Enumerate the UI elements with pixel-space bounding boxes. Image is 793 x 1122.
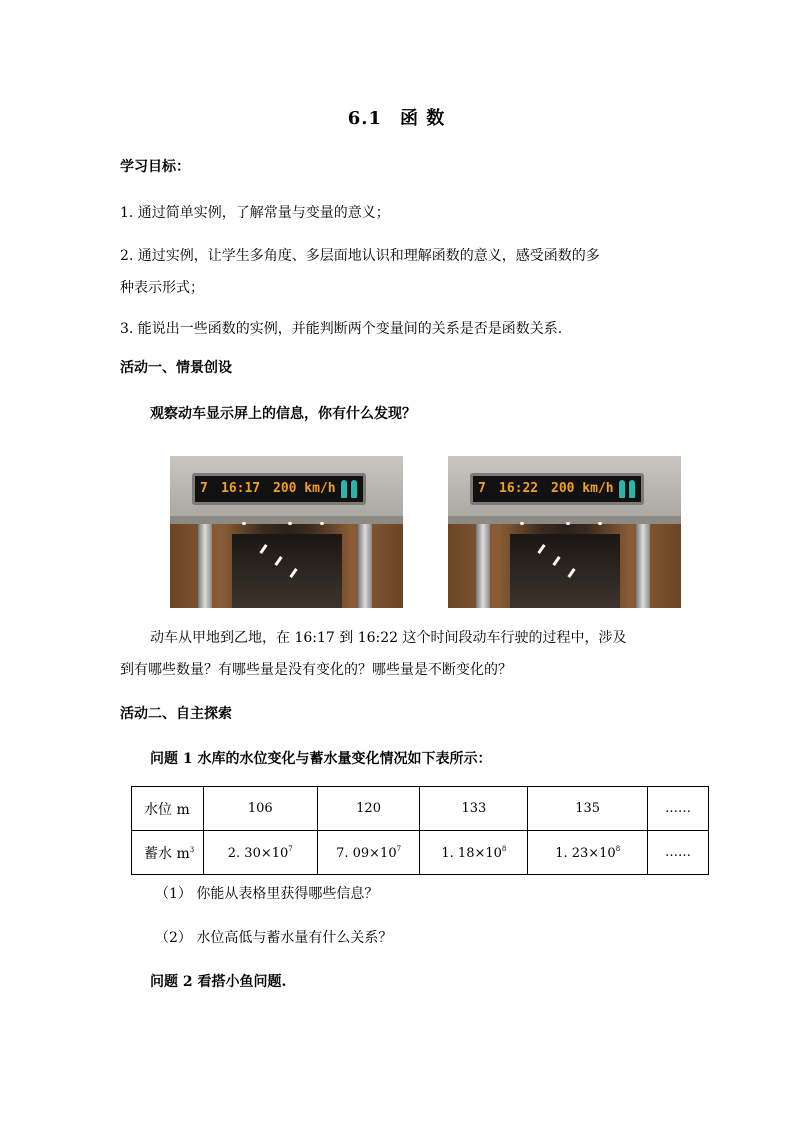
- objective-1: 1. 通过简单实例，了解常量与变量的意义；: [120, 205, 390, 221]
- title-text: 函 数: [400, 108, 446, 129]
- table-cell: 1. $23\times 10^8$: [528, 831, 648, 875]
- car-number: 7: [478, 481, 486, 496]
- sub-question-1: （1） 你能从表格里获得哪些信息？: [155, 886, 379, 902]
- table-cell: ……: [648, 831, 709, 875]
- table-header-water-level: 水位 m: [132, 787, 204, 831]
- restroom-icon: [341, 480, 347, 498]
- table-cell: 7. $09\times 10^7$: [317, 831, 420, 875]
- table-row: [132, 831, 709, 875]
- sub-question-2: （2） 水位高低与蓄水量有什么关系？: [155, 930, 393, 946]
- title-number: 6.1: [347, 108, 383, 129]
- train-display-photo-2: [448, 456, 681, 608]
- paragraph-line-2: 到有哪些数量？有哪些量是没有变化的？哪些量是不断变化的？: [120, 662, 512, 678]
- table-cell: 1. $18\times 10^8$: [420, 831, 528, 875]
- table-cell: 106: [203, 787, 317, 831]
- paragraph-line-1: 动车从甲地到乙地，在 16:17 到 16:22 这个时间段动车行驶的过程中，涉及: [150, 630, 627, 646]
- restroom-icon: [629, 480, 635, 498]
- table-cell: 120: [317, 787, 420, 831]
- problem-2: 问题 2 看搭小鱼问题.: [150, 974, 287, 990]
- table-cell: 135: [528, 787, 648, 831]
- objective-3: 3. 能说出一些函数的实例，并能判断两个变量间的关系是否是函数关系.: [120, 321, 563, 337]
- reservoir-table: [131, 786, 709, 875]
- table-cell: 2. $30\times 10^7$: [203, 831, 317, 875]
- objective-2-line-1: 2. 通过实例，让学生多角度、多层面地认识和理解函数的意义，感受函数的多: [120, 248, 600, 264]
- objective-2-line-2: 种表示形式；: [120, 280, 204, 296]
- display-speed: 200 km/h: [273, 481, 336, 496]
- table-cell: ……: [648, 787, 709, 831]
- display-speed: 200 km/h: [551, 481, 614, 496]
- activity-1-question: 观察动车显示屏上的信息，你有什么发现？: [150, 406, 416, 422]
- car-number: 7: [200, 481, 208, 496]
- activity-2-heading: 活动二、自主探索: [120, 706, 232, 722]
- display-time: 16:17: [221, 481, 261, 496]
- train-led-display: [192, 473, 366, 505]
- restroom-icon: [351, 480, 357, 498]
- objectives-heading: 学习目标：: [120, 159, 190, 175]
- train-display-photo-1: [170, 456, 403, 608]
- table-cell: 133: [420, 787, 528, 831]
- train-led-display: [470, 473, 644, 505]
- table-row: [132, 787, 709, 831]
- table-header-storage: 蓄水 $m^3$: [132, 831, 204, 875]
- page-title: [0, 104, 793, 130]
- display-time: 16:22: [499, 481, 539, 496]
- activity-1-heading: 活动一、情景创设: [120, 360, 232, 376]
- restroom-icon: [619, 480, 625, 498]
- problem-1: 问题 1 水库的水位变化与蓄水量变化情况如下表所示：: [150, 751, 492, 767]
